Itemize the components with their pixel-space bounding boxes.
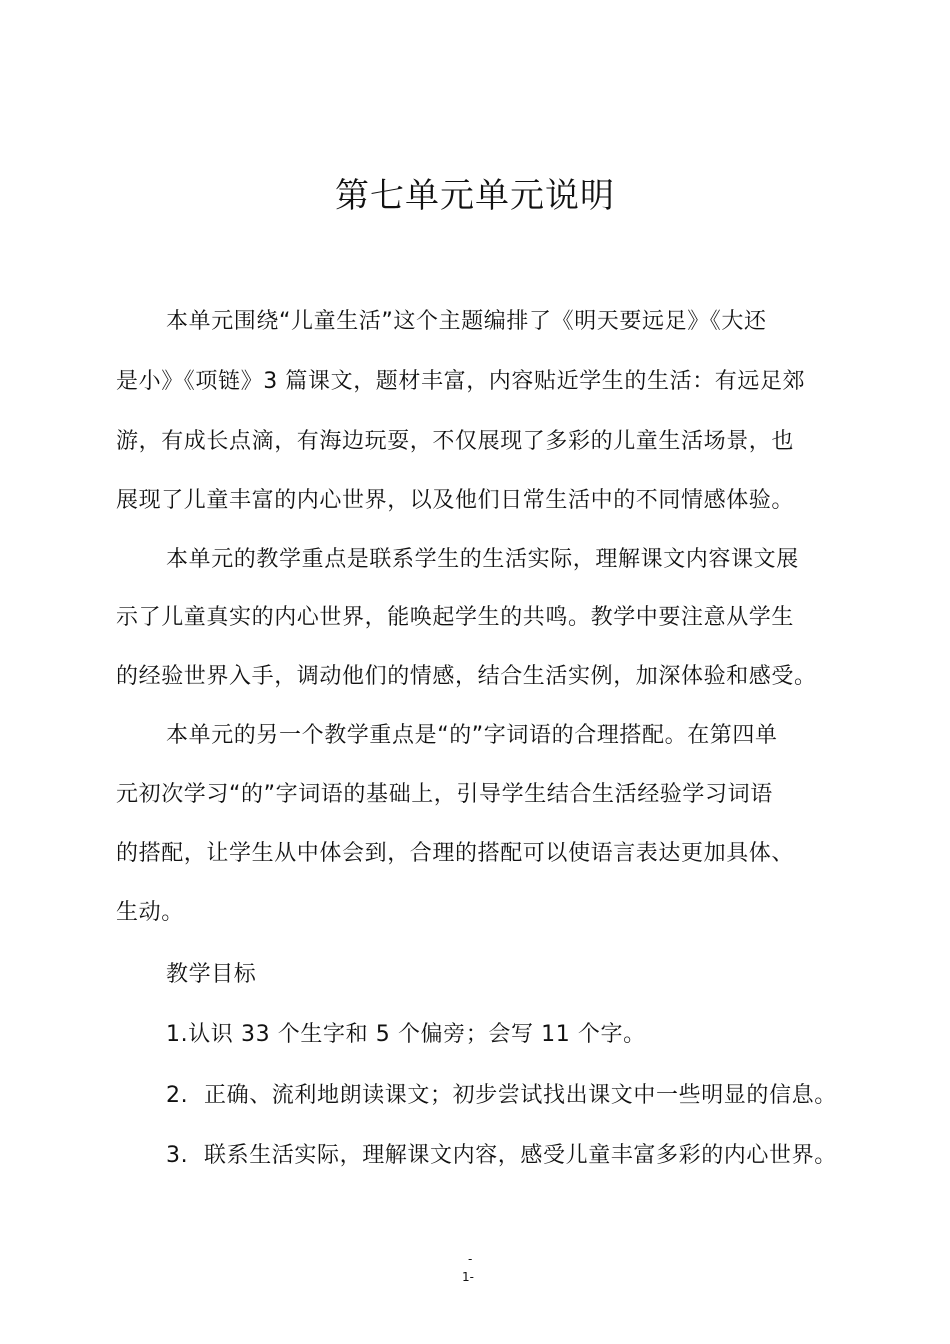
footer-dash: - bbox=[468, 1252, 473, 1266]
goals-heading: 教学目标 bbox=[166, 962, 257, 987]
page-title: 第七单元单元说明 bbox=[335, 176, 615, 216]
goal-item: 1.认识 33 个生字和 5 个偏旁；会写 11 个字。 bbox=[166, 1022, 646, 1047]
paragraph-line: 生动。 bbox=[116, 900, 184, 925]
paragraph-line: 游，有成长点滴，有海边玩耍，不仅展现了多彩的儿童生活场景，也 bbox=[116, 429, 795, 454]
paragraph-line: 的搭配，让学生从中体会到，合理的搭配可以使语言表达更加具体、 bbox=[116, 841, 795, 866]
paragraph-line: 展现了儿童丰富的内心世界，以及他们日常生活中的不同情感体验。 bbox=[116, 488, 795, 513]
paragraph-line: 的经验世界入手，调动他们的情感，结合生活实例，加深体验和感受。 bbox=[116, 664, 817, 689]
page-number: 1- bbox=[462, 1270, 474, 1284]
paragraph-line: 示了儿童真实的内心世界，能唤起学生的共鸣。教学中要注意从学生 bbox=[116, 605, 795, 630]
goal-number: 2. bbox=[166, 1083, 189, 1108]
paragraph-line: 元初次学习“的”字词语的基础上，引导学生结合生活经验学习词语 bbox=[116, 782, 773, 807]
goal-item bbox=[166, 1081, 837, 1111]
goal-item bbox=[166, 1141, 837, 1171]
goal-text: 正确、流利地朗读课文；初步尝试找出课文中一些明显的信息。 bbox=[204, 1083, 837, 1108]
paragraph-line: 本单元的另一个教学重点是“的”字词语的合理搭配。在第四单 bbox=[166, 723, 778, 748]
goal-text: 联系生活实际，理解课文内容，感受儿童丰富多彩的内心世界。 bbox=[204, 1143, 837, 1168]
paragraph-line: 是小》《项链》3 篇课文，题材丰富，内容贴近学生的生活：有远足郊 bbox=[116, 369, 806, 394]
goal-number: 3. bbox=[166, 1143, 189, 1168]
paragraph-line: 本单元的教学重点是联系学生的生活实际，理解课文内容课文展 bbox=[166, 547, 799, 572]
paragraph-line: 本单元围绕“儿童生活”这个主题编排了《明天要远足》《大还 bbox=[166, 309, 767, 334]
